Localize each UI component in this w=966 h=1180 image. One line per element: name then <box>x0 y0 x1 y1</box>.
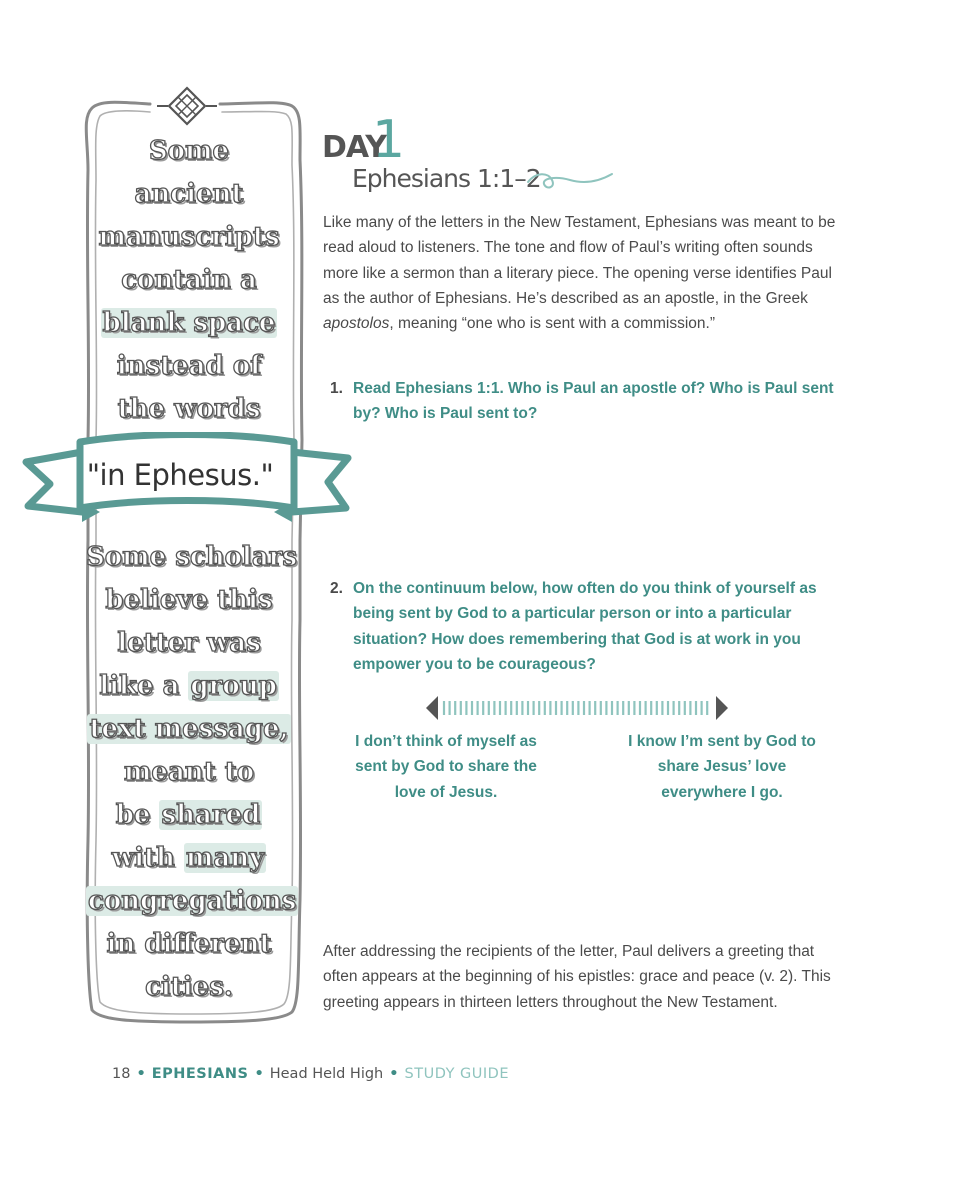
intro-italic-term: apostolos <box>323 315 390 333</box>
arrow-right-icon <box>716 696 728 720</box>
sidebar-line <box>86 923 292 966</box>
sidebar-highlight-word: shared <box>161 800 261 830</box>
intro-text-end: , meaning “one who is sent with a commission.” <box>389 315 715 333</box>
sidebar-line <box>86 794 292 837</box>
ornament-icon <box>157 88 217 124</box>
sidebar-line <box>86 665 292 708</box>
sidebar-highlight-word: blank space <box>102 308 276 338</box>
page-number: 18 <box>112 1066 131 1082</box>
sidebar-text-bottom <box>86 536 297 1009</box>
continuum-left-label: I don’t think of myself as sent by God to share the love of Jesus. <box>355 733 537 801</box>
sidebar-line <box>86 130 292 173</box>
page-footer <box>112 1066 509 1082</box>
question-text: On the continuum below, how often do you think of yourself as being sent by God to a particular person or into a particular situation? How does remembering that God is at work in you empower you to be courageous? <box>353 580 817 673</box>
sidebar-line <box>86 622 292 665</box>
sidebar-word: cities. <box>145 972 233 1002</box>
question-number: 1. <box>330 380 343 397</box>
sidebar-text-top <box>86 130 292 431</box>
sidebar-line <box>86 837 292 880</box>
footer-book-title: EPHESIANS <box>151 1066 249 1082</box>
sidebar-word: like a <box>99 671 189 701</box>
separator-dot: • <box>136 1066 146 1082</box>
sidebar-line <box>86 345 292 388</box>
intro-paragraph <box>323 210 843 336</box>
day-number: 1 <box>372 110 406 170</box>
sidebar-line <box>86 966 292 1009</box>
sidebar-word: contain a <box>121 265 257 295</box>
sidebar-highlight-word: text message, <box>89 714 289 744</box>
passage-reference: Ephesians 1:1–2 <box>352 164 541 193</box>
sidebar-line <box>86 751 292 794</box>
question-text: Read Ephesians 1:1. Who is Paul an apostle of? Who is Paul sent by? Who is Paul sent to? <box>353 380 834 423</box>
sidebar-word: the words <box>117 394 261 424</box>
sidebar-line <box>86 302 292 345</box>
sidebar-word: with <box>111 843 184 873</box>
sidebar-word: Some <box>148 136 230 166</box>
separator-dot: • <box>254 1066 264 1082</box>
sidebar-word: ancient <box>134 179 244 209</box>
separator-dot: • <box>389 1066 399 1082</box>
arrow-left-icon <box>426 696 438 720</box>
footer-guide-label: STUDY GUIDE <box>404 1066 509 1082</box>
sidebar-highlight-word: many <box>185 843 265 873</box>
sidebar-highlight-word: group <box>190 671 277 701</box>
intro-text: Like many of the letters in the New Testament, Ephesians was meant to be read aloud to listeners. The tone and flow of Paul’s writing often sounds more like a sermon than a literary piece. The opening verse identifies Paul as the author of Ephesians. He’s described as an apostle, in the Greek <box>323 214 836 307</box>
ribbon-text: "in Ephesus." <box>86 458 274 492</box>
sidebar-word: be <box>115 800 160 830</box>
sidebar-line <box>86 388 292 431</box>
squiggle-icon <box>522 168 618 194</box>
sidebar-word: believe this <box>105 585 273 615</box>
continuum-right-label: I know I’m sent by God to share Jesus’ love everywhere I go. <box>628 733 816 801</box>
sidebar-line <box>86 579 292 622</box>
day-label: DAY <box>322 130 386 165</box>
sidebar-word: in different <box>106 929 272 959</box>
sidebar-line <box>86 259 292 302</box>
sidebar-word: manuscripts <box>98 222 280 252</box>
footer-series-title: Head Held High <box>269 1066 384 1082</box>
sidebar-word: letter was <box>117 628 261 658</box>
sidebar-word: instead of <box>116 351 262 381</box>
question-number: 2. <box>330 580 343 597</box>
sidebar-word: meant to <box>123 757 255 787</box>
sidebar-line <box>86 536 297 579</box>
sidebar-line <box>86 880 297 923</box>
sidebar-line <box>86 216 292 259</box>
sidebar-highlight-word: congregations <box>88 886 297 916</box>
continuum-scale <box>422 692 732 724</box>
sidebar-line <box>86 173 292 216</box>
sidebar-line <box>86 708 292 751</box>
sidebar-word: Some scholars <box>86 542 297 572</box>
closing-paragraph: After addressing the recipients of the letter, Paul delivers a greeting that often appears at the beginning of his epistles: grace and peace (v. 2). This greeting appears in thirteen letters throughout the New Testament. <box>323 943 831 1011</box>
